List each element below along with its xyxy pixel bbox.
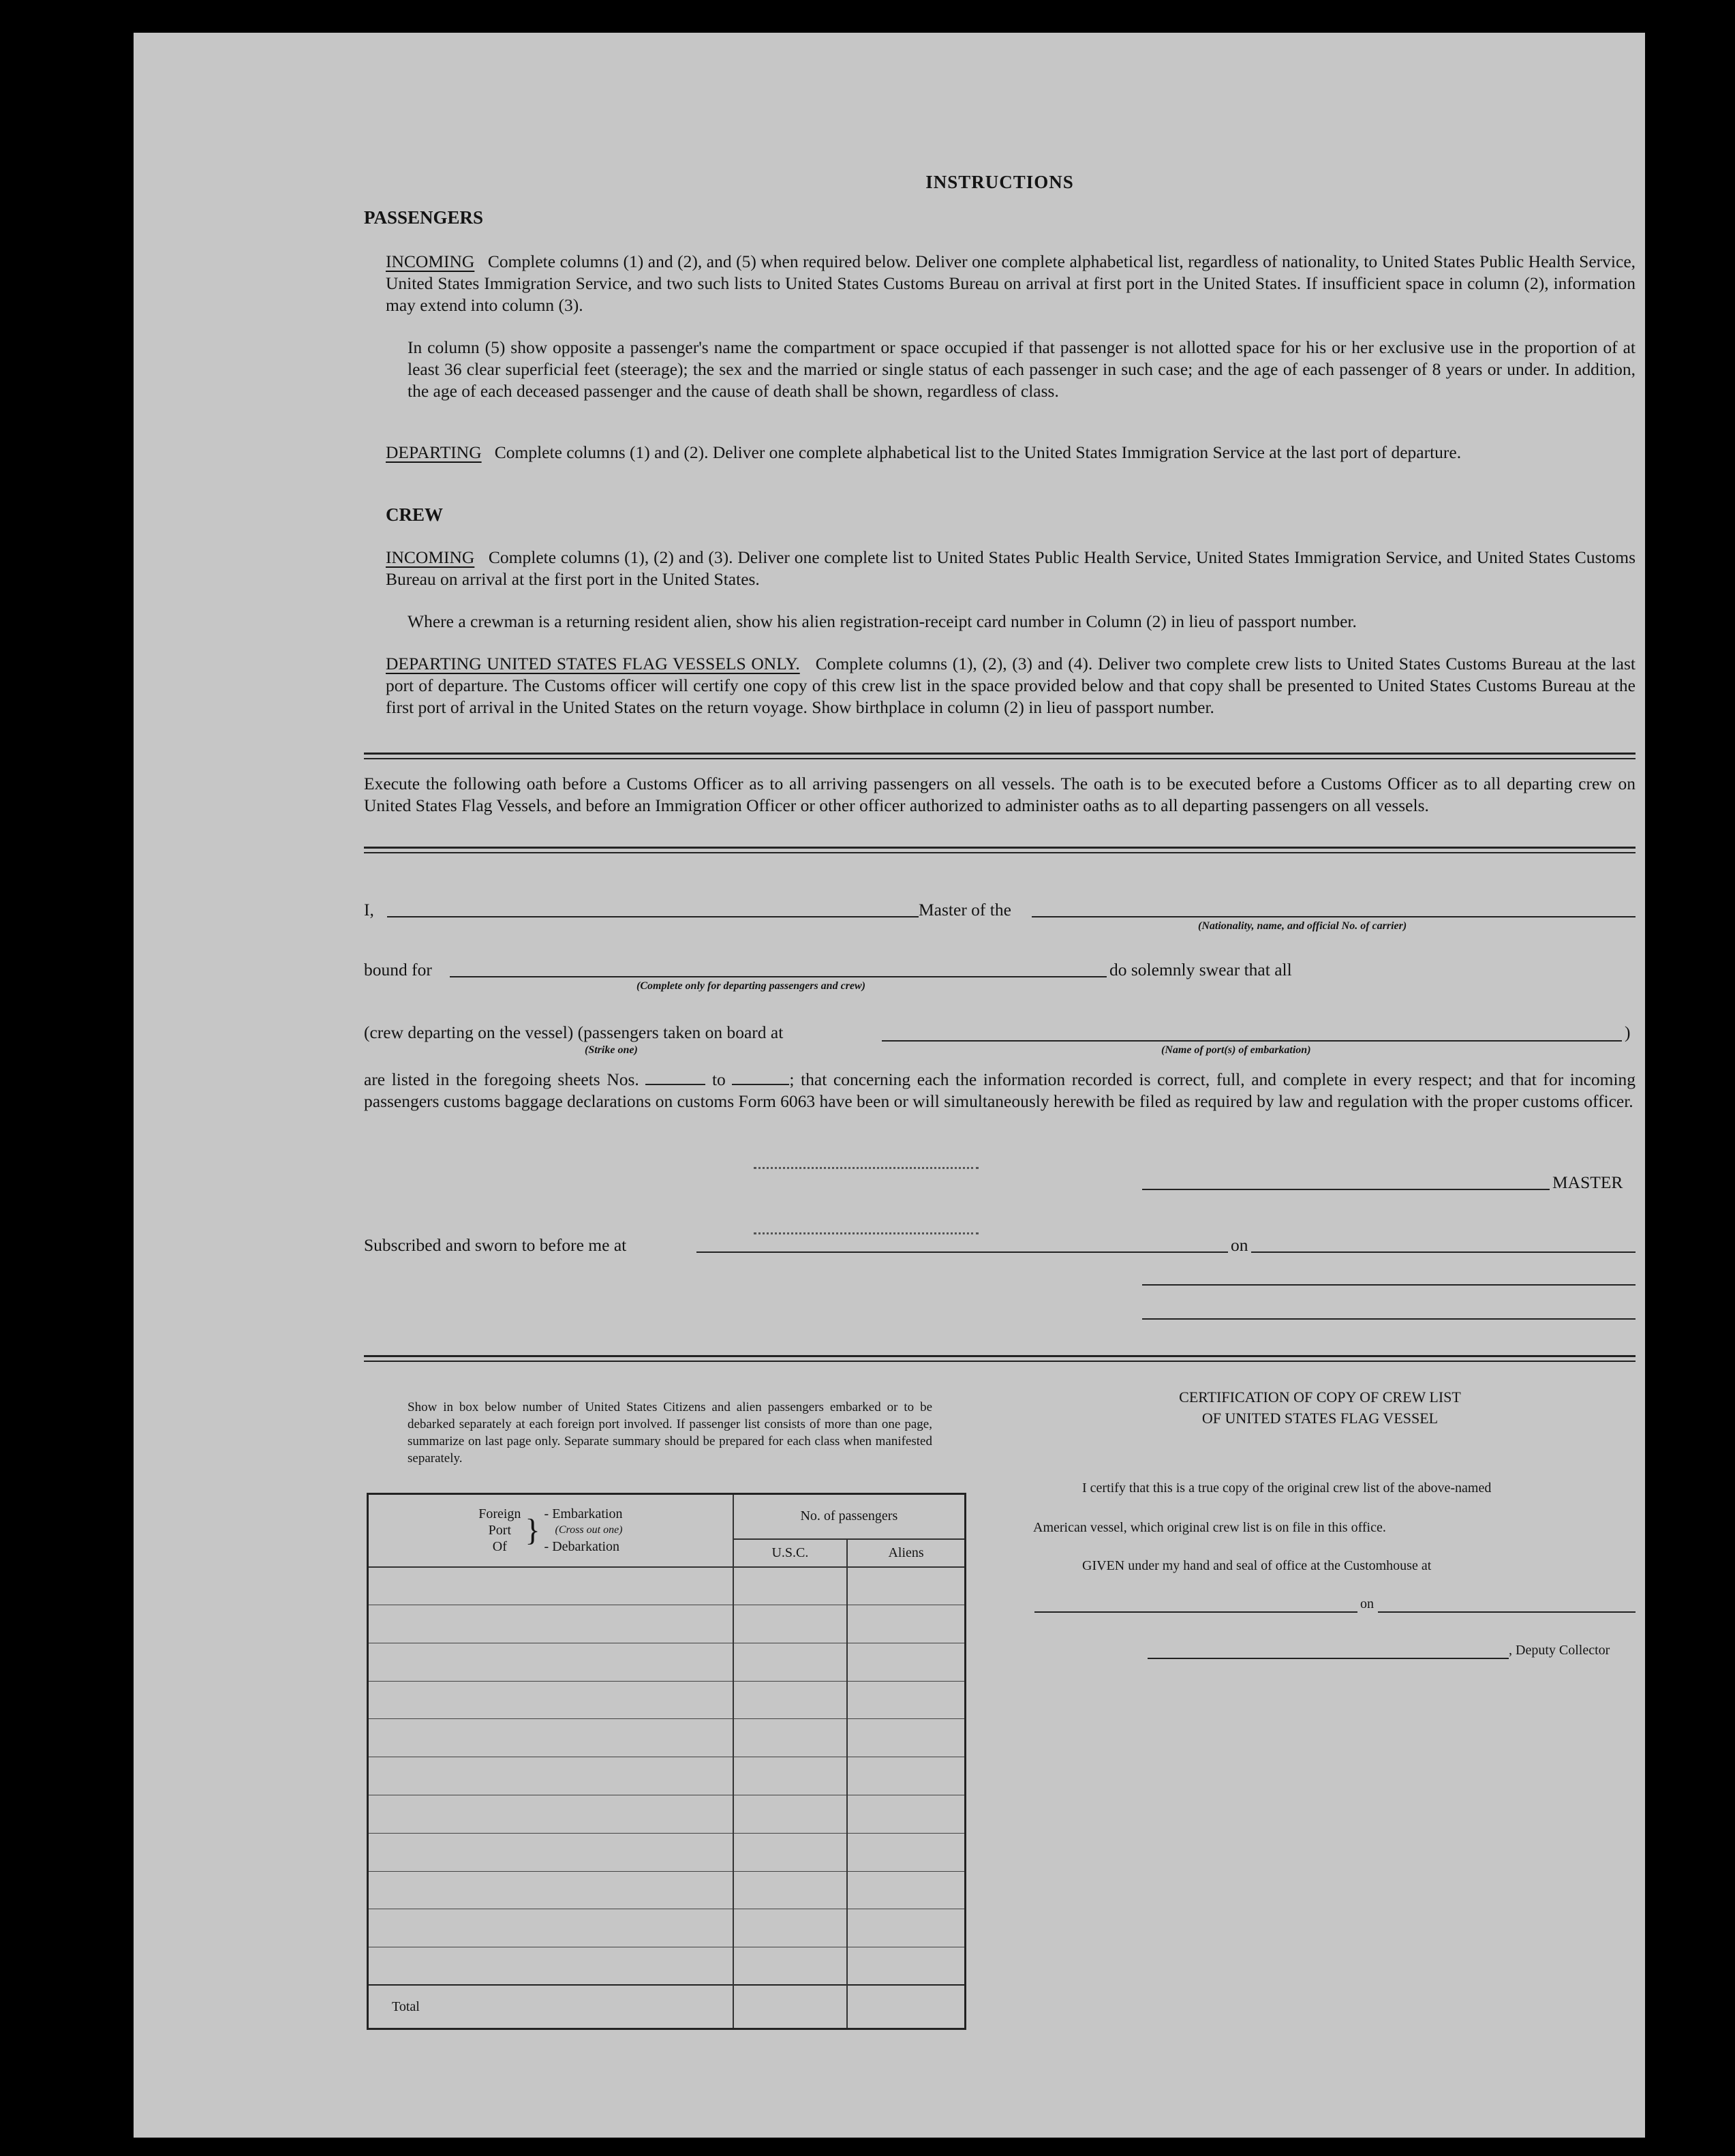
table-row[interactable] [368, 1871, 966, 1909]
officer-title-field[interactable] [1142, 1318, 1636, 1320]
oath-i-label: I, [364, 900, 374, 920]
foreign-port-header [368, 1494, 733, 1567]
swear-label: do solemnly swear that all [1109, 960, 1292, 980]
cross-out-label: (Cross out one) [555, 1524, 623, 1536]
total-label: Total [368, 1985, 733, 2029]
brace-icon: } [525, 1513, 540, 1548]
table-row[interactable] [368, 1719, 966, 1757]
departing-us-flag-text: Complete columns (1), (2), (3) and (4). Deliver two complete crew lists to United States Customs Bureau at the last port of departure. The Customs officer will certify one copy of this crew list in the space provided below and that copy shall be presented to United States Customs Bureau at the first port of arrival in the United States on the return voyage. Show birthplace in column (2) in lieu of passport number. [386, 654, 1636, 717]
dotted-line [754, 1232, 979, 1234]
table-row[interactable] [368, 1605, 966, 1643]
master-name-field[interactable] [387, 916, 919, 917]
crew-incoming-paragraph [386, 547, 1636, 590]
master-signature-field[interactable] [1142, 1189, 1550, 1190]
total-row[interactable] [368, 1985, 966, 2029]
carrier-caption: (Nationality, name, and official No. of carrier) [1198, 920, 1407, 932]
table-row[interactable] [368, 1909, 966, 1947]
bound-for-field[interactable] [450, 976, 1107, 977]
officer-signature-field[interactable] [1142, 1284, 1636, 1286]
page-title: INSTRUCTIONS [925, 172, 1074, 192]
bound-for-caption: (Complete only for departing passengers and crew) [636, 980, 865, 992]
crew-incoming-text: Complete columns (1), (2) and (3). Deliver one complete list to United States Public Health Service, United States Immigration Service, and United States Customs Bureau on arrival at the first port in the United States. [386, 547, 1636, 589]
sworn-date-field[interactable] [1251, 1251, 1636, 1253]
section-divider [364, 847, 1636, 853]
certification-heading [1004, 1386, 1636, 1429]
foreign-label: Foreign [478, 1506, 521, 1522]
sworn-place-field[interactable] [696, 1251, 1228, 1253]
aliens-header: Aliens [847, 1539, 965, 1567]
table-row[interactable] [368, 1833, 966, 1871]
master-label: MASTER [1552, 1172, 1623, 1192]
passengers-departing-text: Complete columns (1) and (2). Deliver one complete alphabetical list to the United States Immigration Service at the last port of departure. [494, 442, 1462, 462]
embarkation-label: - Embarkation [544, 1506, 623, 1522]
summary-instructions: Show in box below number of United States Citizens and alien passengers embarked or to be debarked separately at each foreign port involved. If passenger list consists of more than one page, summarize on last page only. Separate summary should be prepared for each class when manifested separately. [408, 1400, 932, 1466]
certify-line1: I certify that this is a true copy of the original crew list of the above-named [1082, 1481, 1492, 1495]
passengers-incoming-paragraph [386, 251, 1636, 316]
crew-departing-label: (crew departing on the vessel) (passengers taken on board at [364, 1022, 784, 1042]
crew-incoming-label: INCOMING [386, 547, 475, 567]
column5-paragraph: In column (5) show opposite a passenger's name the compartment or space occupied if that passenger is not allotted space for his or her exclusive use in the proportion of at least 36 clear superficial feet (steerage); the sex and the married or single status of each passenger in such case; and the age of each passenger of 8 years or under. In addition, the age of each deceased passenger and the cause of death shall be shown, regardless of class. [408, 337, 1636, 401]
passengers-heading: PASSENGERS [364, 207, 484, 228]
of-label: Of [492, 1539, 507, 1555]
no-of-passengers-header: No. of passengers [733, 1494, 966, 1539]
cert-date-field[interactable] [1378, 1611, 1636, 1613]
deputy-collector-label: , Deputy Collector [1509, 1643, 1610, 1658]
embarkation-port-caption: (Name of port(s) of embarkation) [1161, 1044, 1311, 1056]
given-line: GIVEN under my hand and seal of office at the Customhouse at [1082, 1558, 1432, 1573]
table-row[interactable] [368, 1643, 966, 1681]
embarkation-port-field[interactable] [882, 1040, 1622, 1042]
deputy-signature-field[interactable] [1148, 1658, 1509, 1659]
table-row[interactable] [368, 1567, 966, 1605]
departing-us-flag-paragraph [386, 653, 1636, 718]
close-paren: ) [1625, 1022, 1631, 1042]
table-row[interactable] [368, 1757, 966, 1795]
table-row[interactable] [368, 1795, 966, 1834]
port-label: Port [488, 1523, 511, 1538]
passenger-summary-table [367, 1493, 966, 2030]
certification-heading-line1: CERTIFICATION OF COPY OF CREW LIST [1179, 1388, 1461, 1406]
oath-intro-paragraph: Execute the following oath before a Customs Officer as to all arriving passengers on all vessels. The oath is to be executed before a Customs Officer as to all departing crew on United States Flag Vessels, and before an Immigration Officer or other officer authorized to administer oaths as to all departing passengers on all vessels. [364, 774, 1636, 815]
dotted-line [754, 1167, 979, 1169]
sworn-on-label: on [1231, 1235, 1248, 1255]
subscribed-label: Subscribed and sworn to before me at [364, 1235, 627, 1255]
carrier-field[interactable] [1032, 916, 1636, 917]
usc-header: U.S.C. [733, 1539, 847, 1567]
certify-line2: American vessel, which original crew list is on file in this office. [1033, 1520, 1386, 1535]
sheet-from-field[interactable] [645, 1084, 705, 1085]
departing-us-flag-label: DEPARTING UNITED STATES FLAG VESSELS ONLY. [386, 654, 800, 673]
certification-heading-line2: OF UNITED STATES FLAG VESSEL [1201, 1410, 1439, 1427]
strike-one-caption: (Strike one) [585, 1044, 638, 1056]
listed-rest: ; that concerning each the information recorded is correct, full, and complete in every respect; and that for incoming passengers customs baggage declarations on customs Form 6063 have been or will simultaneously herewith be filed as required by law and regulation with the proper customs officer. [364, 1069, 1636, 1111]
listed-prefix: are listed in the foregoing sheets Nos. [364, 1069, 639, 1089]
passengers-incoming-text: Complete columns (1) and (2), and (5) when required below. Deliver one complete alphabetical list, regardless of nationality, to United States Public Health Service, United States Immigration Service, and two such lists to United States Customs Bureau on arrival at first port in the United States. If insufficient space in column (2), information may extend into column (3). [386, 252, 1636, 315]
table-row[interactable] [368, 1947, 966, 1986]
section-divider [364, 1355, 1636, 1362]
listed-paragraph [364, 1069, 1636, 1112]
section-divider [364, 753, 1636, 759]
passengers-departing-paragraph [386, 442, 1636, 464]
document-page [134, 33, 1645, 2138]
customhouse-field[interactable] [1034, 1611, 1357, 1613]
crew-heading: CREW [386, 504, 444, 525]
table-row[interactable] [368, 1681, 966, 1719]
debarkation-label: - Debarkation [544, 1539, 620, 1555]
bound-for-label: bound for [364, 960, 432, 980]
cert-on-label: on [1360, 1596, 1374, 1611]
master-of-the-label: Master of the [919, 900, 1011, 920]
incoming-label: INCOMING [386, 252, 475, 271]
to-label: to [711, 1069, 726, 1089]
crew-resident-paragraph: Where a crewman is a returning resident alien, show his alien registration-receipt card number in Column (2) in lieu of passport number. [408, 611, 1357, 631]
departing-label: DEPARTING [386, 442, 482, 462]
sheet-to-field[interactable] [732, 1084, 789, 1085]
